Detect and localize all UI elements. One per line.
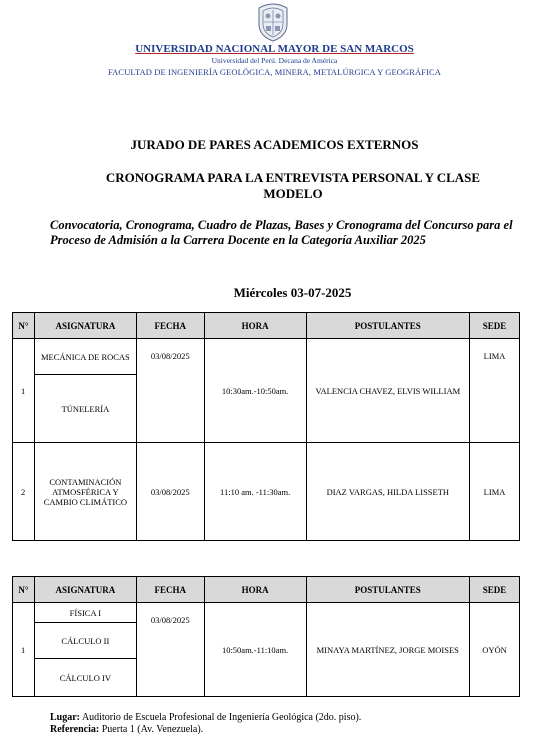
col-header-numero: N°: [13, 313, 35, 339]
schedule-table-1: [12, 312, 520, 541]
hora-cell: 11:10 am. -11:30am.: [204, 443, 306, 541]
faculty-name: FACULTAD DE INGENIERÍA GEOLÓGICA, MINERA, METALÚRGICA Y GEOGRÁFICA: [107, 67, 442, 77]
postulante-cell: DIAZ VARGAS, HILDA LISSETH: [306, 443, 470, 541]
subject-cell: FÍSICA I: [34, 603, 136, 623]
referencia-value: Puerta 1 (Av. Venezuela).: [99, 724, 204, 735]
referencia-label: Referencia:: [50, 724, 100, 735]
fecha-cell: 03/08/2025: [136, 603, 204, 697]
sede-cell: LIMA: [470, 443, 520, 541]
col-header-fecha: FECHA: [136, 313, 204, 339]
university-subtitle: Universidad del Perú. Decana de América: [211, 56, 338, 65]
hora-cell: 10:50am.-11:10am.: [204, 603, 306, 697]
col-header-postulantes: POSTULANTES: [306, 313, 470, 339]
col-header-asignatura: ASIGNATURA: [34, 313, 136, 339]
col-header-hora: HORA: [204, 577, 306, 603]
col-header-postulantes: POSTULANTES: [306, 577, 470, 603]
postulante-cell: MINAYA MARTÍNEZ, JORGE MOISES: [306, 603, 470, 697]
page-subtitle: CRONOGRAMA PARA LA ENTREVISTA PERSONAL Y CLASE MODELO: [105, 170, 481, 201]
subject-cell: CÁLCULO IV: [34, 659, 136, 697]
table-row: [13, 339, 520, 375]
sede-cell: OYÓN: [470, 603, 520, 697]
col-header-fecha: FECHA: [136, 577, 204, 603]
subject-cell: MECÁNICA DE ROCAS: [34, 339, 136, 375]
col-header-numero: N°: [13, 577, 35, 603]
sede-cell: LIMA: [470, 339, 520, 443]
hora-cell: 10:30am.-10:50am.: [204, 339, 306, 443]
subject-cell: CÁLCULO II: [34, 623, 136, 659]
university-name: UNIVERSIDAD NACIONAL MAYOR DE SAN MARCOS: [135, 43, 414, 55]
table-row: [13, 443, 520, 541]
subject-cell: TÚNELERÍA: [34, 375, 136, 443]
row-number: 2: [13, 443, 35, 541]
table-header-row: [13, 577, 520, 603]
col-header-sede: SEDE: [470, 577, 520, 603]
fecha-cell: 03/08/2025: [136, 443, 204, 541]
university-seal-icon: [255, 2, 291, 42]
page-title: JURADO DE PARES ACADEMICOS EXTERNOS: [130, 137, 419, 152]
lugar-line: [50, 712, 361, 724]
subject-cell: CONTAMINACIÓN ATMOSFÉRICA Y CAMBIO CLIMÁTICO: [34, 443, 136, 541]
postulante-cell: VALENCIA CHAVEZ, ELVIS WILLIAM: [306, 339, 470, 443]
lugar-label: Lugar:: [50, 712, 80, 723]
col-header-asignatura: ASIGNATURA: [34, 577, 136, 603]
table-row: [13, 603, 520, 623]
convocatoria-text: Convocatoria, Cronograma, Cuadro de Plazas, Bases y Cronograma del Concurso para el Proceso de Admisión a la Carrera Docente en la Categoría Auxiliar 2025: [50, 218, 513, 247]
row-number: 1: [13, 339, 35, 443]
lugar-value: Auditorio de Escuela Profesional de Ingeniería Geológica (2do. piso).: [80, 712, 362, 723]
row-number: 1: [13, 603, 35, 697]
date-heading: Miércoles 03-07-2025: [233, 285, 352, 300]
referencia-line: [50, 724, 361, 736]
col-header-hora: HORA: [204, 313, 306, 339]
col-header-sede: SEDE: [470, 313, 520, 339]
fecha-cell: 03/08/2025: [136, 339, 204, 443]
location-footer: [50, 712, 361, 736]
schedule-table-2: [12, 576, 520, 697]
table-header-row: [13, 313, 520, 339]
